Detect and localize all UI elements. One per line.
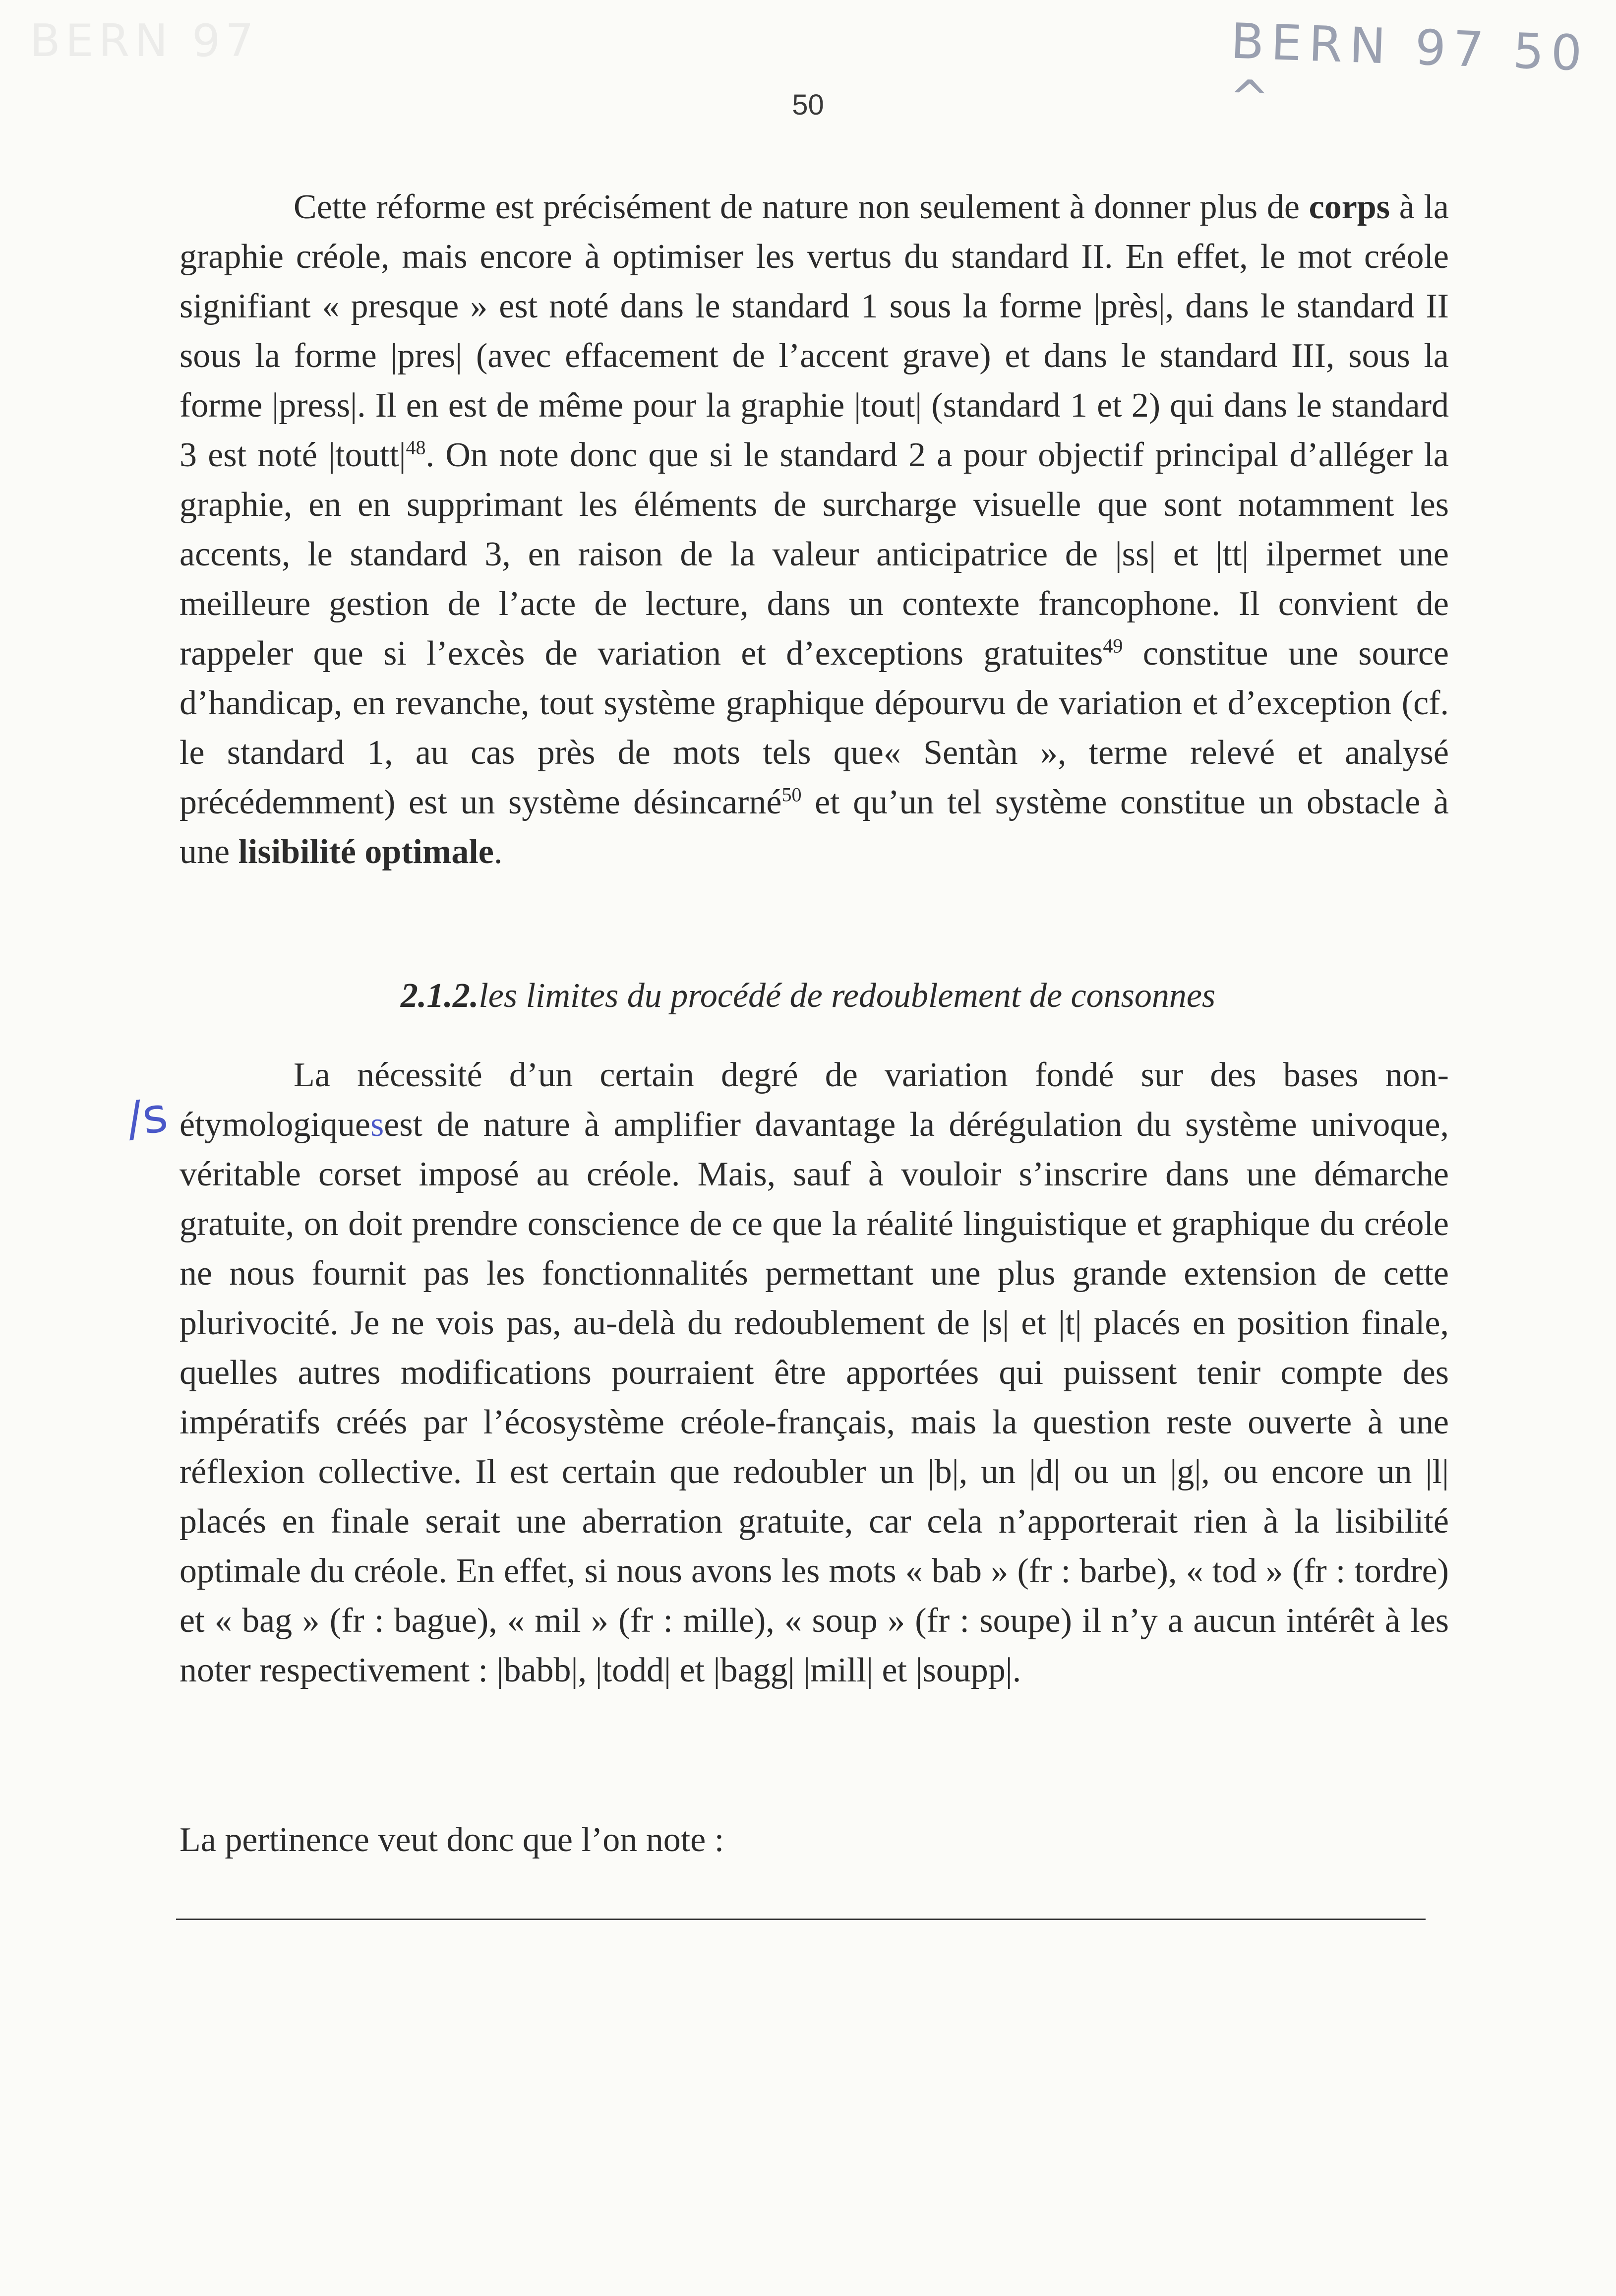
handwritten-reference: BERN 97 50 ^ [1228, 13, 1590, 128]
footnote-separator [176, 1919, 1426, 1920]
p1-text-4: constitue une source d’handicap, en revanche, tout système graphique dépourvu de variation et d’exception (cf. le standard 1, au cas près de mots tels que« Sentàn », terme relevé et analysé précédemment) est un système désincarné [180, 634, 1449, 821]
paragraph-3: La pertinence veut donc que l’on note : [180, 1821, 724, 1859]
footnote-ref-48: 48 [406, 436, 426, 459]
paragraph-2 [180, 1051, 1449, 1695]
margin-correction-mark: /s [122, 1086, 171, 1148]
footnote-ref-50: 50 [781, 783, 802, 806]
section-heading [0, 971, 1616, 1021]
p1-text-3: . On note donc que si le standard 2 a pour objectif principal d’alléger la graphie, en en supprimant les éléments de surcharge visuelle que sont notamment les accents, le standard 3, en raison de la valeur anticipatrice de |ss| et |tt| ilpermet une meilleure gestion de l’acte de lecture, dans un contexte francophone. Il convient de rappeler que si l’excès de variation et d’exceptions gratuites [180, 436, 1449, 673]
p2-text-2: est de nature à amplifier davantage la dérégulation du système univoque, véritable corset imposé au créole. Mais, sauf à vouloir s’inscrire dans une démarche gratuite, on doit prendre conscience de ce que la réalité linguistique et graphique du créole ne nous fournit pas les fonctionnalités permettant une plus grande extension de cette plurivocité. Je ne vois pas, au-delà du redoublement de |s| et |t| placés en position finale, quelles autres modifications pourraient être apportées qui puissent tenir compte des impératifs créés par l’écosystème créole-français, mais la question reste ouverte à une réflexion collective. Il est certain que redoubler un |b|, un |d| ou un |g|, ou encore un |l| placés en finale serait une aberration gratuite, car cela n’apporterait rien à la lisibilité optimale du créole. En effet, si nous avons les mots « bab » (fr : barbe), « tod » (fr : tordre) et « bag » (fr : bague), « mil » (fr : mille), « soup » (fr : soupe) il n’y a aucun intérêt à les noter respectivement : |babb|, |todd| et |bagg| |mill| et |soupp|. [180, 1106, 1449, 1689]
faded-stamp: BERN 97 [30, 15, 259, 67]
p2-text-1: La nécessité d’un certain degré de variation fondé sur des bases non-étymologique [180, 1056, 1449, 1144]
p1-text-6: . [493, 833, 503, 871]
handwritten-insert-s: s [370, 1106, 384, 1144]
p1-bold-lisibilite: lisibilité optimale [238, 833, 494, 871]
p1-text-2: à la graphie créole, mais encore à optimiser les vertus du standard II. En effet, le mot créole signifiant « presque » est noté dans le standard 1 sous la forme |près|, dans le standard II sous la forme |pres| (avec effacement de l’accent grave) et dans le standard III, sous la forme |press|. Il en est de même pour la graphie |tout| (standard 1 et 2) qui dans le standard 3 est noté |toutt| [180, 188, 1449, 474]
section-number: 2.1.2. [400, 977, 479, 1015]
p1-text-1: Cette réforme est précisément de nature non seulement à donner plus de [294, 188, 1309, 226]
page-number: 50 [792, 89, 824, 121]
p1-bold-corps: corps [1309, 188, 1390, 226]
footnote-ref-49: 49 [1103, 634, 1123, 657]
paragraph-1 [180, 183, 1449, 877]
p1-text-5: et qu’un tel système constitue un obstacle à une [180, 783, 1449, 871]
section-title: les limites du procédé de redoublement de consonnes [479, 977, 1216, 1015]
